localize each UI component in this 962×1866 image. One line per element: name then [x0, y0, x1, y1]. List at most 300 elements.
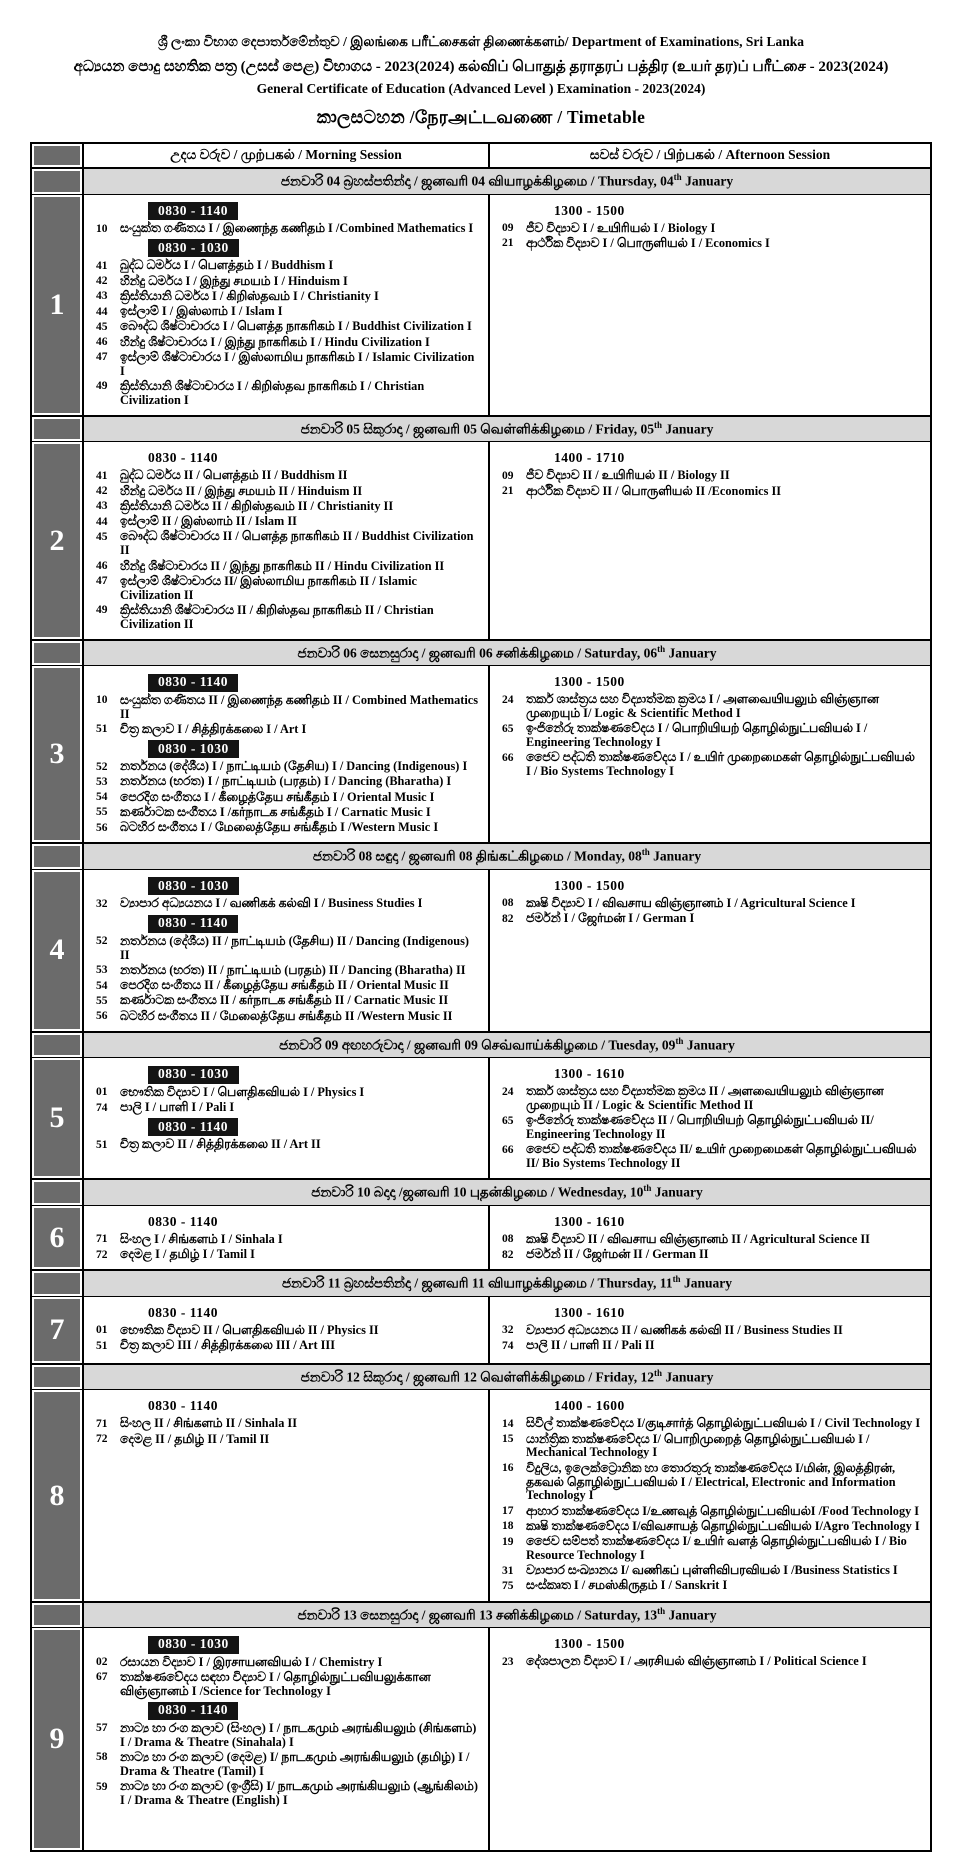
time-range: 1400 - 1710: [554, 450, 625, 466]
subject-row: [92, 604, 482, 632]
subject-title: ජීව විද්‍යාව I / உயிரியல் I / Biology I: [526, 220, 716, 235]
time-range-line: [498, 673, 924, 691]
subject-code: 71: [96, 1233, 108, 1246]
subject-code: 58: [96, 1751, 108, 1764]
subject-code: 44: [96, 515, 108, 528]
day-date-text: ජනවාරි 10 බදාදා /ஜனவரி 10 புதன்கிழமை / Wednesday, 10: [311, 1184, 644, 1200]
subject-title: බෞද්ධ ශිෂ්ටාචාරය I / பௌத்த நாகரிகம் I / Buddhist Civilization I: [120, 319, 472, 334]
day-date-month: January: [680, 1275, 732, 1291]
subject-title: ඉස්ලාම් ශිෂ්ටාචාරය II/ இஸ்லாமிய நாகரிகம் II / Islamic Civilization II: [120, 573, 417, 602]
time-range-line: [92, 1635, 482, 1654]
subject-row: [92, 1671, 482, 1699]
subject-title: තර්ක ශාස්ත්‍රය සහ විද්‍යාත්මක ක්‍රමය I / அளவையியலும் விஞ்ஞான முறையும் I/ Logic & Scientific Method I: [526, 692, 879, 721]
department-line: ශ්‍රී ලංකා විභාග දෙපාර්තමේන්තුව / இலங்கை பரீட்சைகள் திணைக்களம்/ Department of Examinations, Sri Lanka: [158, 34, 804, 49]
morning-session-cell: [84, 1058, 490, 1178]
subject-code: 55: [96, 994, 108, 1007]
day-date-header: [84, 1180, 930, 1205]
subject-title: බුද්ධ ධර්මය II / பௌத்தம் II / Buddhism II: [120, 468, 348, 483]
subject-row: [498, 1417, 924, 1431]
subject-row: [92, 1248, 482, 1262]
subject-code: 02: [96, 1656, 108, 1669]
subject-title: ක්‍රිස්තියානි ධර්මය II / கிறிஸ்தவம் II / Christianity II: [120, 498, 394, 513]
subject-row: [92, 694, 482, 722]
subject-code: 75: [502, 1579, 514, 1592]
subject-code: 57: [96, 1722, 108, 1735]
subject-code: 51: [96, 1339, 108, 1352]
day-date-band: [32, 639, 930, 667]
time-range: 1400 - 1600: [554, 1398, 625, 1414]
time-range-line: [498, 202, 924, 220]
subject-title: සිංහල II / சிங்களம் II / Sinhala II: [120, 1416, 297, 1431]
subject-code: 46: [96, 560, 108, 573]
subject-row: [92, 290, 482, 304]
subject-row: [92, 1086, 482, 1100]
subject-row: [92, 791, 482, 805]
subject-row: [498, 1655, 924, 1669]
subject-code: 10: [96, 694, 108, 707]
subject-code: 71: [96, 1417, 108, 1430]
day-date-ordinal: th: [657, 643, 666, 654]
subject-title: ජෛව සම්පත් තාක්ෂණවේදය I/ உயிர் வளத் தொழில்நுட்பவியல் I / Bio Resource Technology I: [526, 1534, 907, 1562]
time-range-line: [92, 673, 482, 692]
time-range: 1300 - 1500: [554, 674, 625, 690]
day-date-ordinal: th: [641, 847, 650, 858]
subject-row: [92, 275, 482, 289]
subject-code: 14: [502, 1417, 514, 1430]
time-range-line: [92, 740, 482, 759]
day-date-ordinal: th: [657, 1605, 666, 1616]
day-band-left-fill: [34, 1273, 80, 1294]
subject-code: 45: [96, 320, 108, 333]
day-band-left-cell: [32, 1033, 84, 1058]
subject-title: නර්තනය (දේශීය) I / நாட்டியம் (தேசிய) I / Dancing (Indigenous) I: [120, 759, 468, 774]
subject-code: 66: [502, 751, 514, 764]
subject-row: [92, 1138, 482, 1152]
subject-title: නාට්‍ය හා රංග කලාව (දෙමළ) I/ நாடகமும் அரங்கியலும் (தமிழ்) I / Drama & Theatre (Tamil) I: [120, 1749, 470, 1778]
subject-row: [92, 821, 482, 835]
subject-title: දෙමළ II / தமிழ் II / Tamil II: [120, 1431, 270, 1446]
subject-code: 23: [502, 1655, 514, 1668]
day-date-text: ජනවාරි 06 සෙනසුරාදා / ஜனவரி 06 சனிக்கிழமை / Saturday, 06: [297, 645, 658, 661]
day-band-left-cell: [32, 641, 84, 666]
subject-title: ඉංජිනේරු තාක්ෂණවේදය II / பொறியியற் தொழில்நுட்பவியல் II/ Engineering Technology II: [526, 1113, 874, 1142]
subject-row: [92, 1780, 482, 1808]
subject-row: [498, 469, 924, 483]
day-band-left-cell: [32, 1603, 84, 1628]
day-row: [32, 666, 930, 842]
subject-row: [498, 1339, 924, 1353]
subject-code: 65: [502, 1114, 514, 1127]
subject-row: [92, 897, 482, 911]
day-number-cell: [32, 195, 84, 415]
time-range-line: [498, 1213, 924, 1231]
subject-row: [498, 693, 924, 721]
day-number-cell: [32, 1058, 84, 1178]
subject-row: [498, 1462, 924, 1503]
subject-title: කෘෂි තාක්ෂණවේදය I/விவசாயத் தொழில்நுட்பவியல் I/Agro Technology I: [526, 1518, 920, 1533]
time-range: 0830 - 1030: [148, 1066, 239, 1084]
day-number-cell: [32, 1390, 84, 1600]
subject-title: ජර්මන් I / ஜேர்மன் I / German I: [526, 911, 695, 926]
subject-title: චිත්‍ර කලාව I / சித்திரக்கலை I / Art I: [120, 721, 307, 736]
day-band-left-cell: [32, 1365, 84, 1390]
subject-code: 09: [502, 469, 514, 482]
time-range-line: [92, 1304, 482, 1322]
day-date-band: [32, 1601, 930, 1629]
day-band-left-fill: [34, 1367, 80, 1388]
afternoon-session-cell: [490, 1297, 930, 1363]
subject-code: 46: [96, 336, 108, 349]
subject-code: 66: [502, 1143, 514, 1156]
subject-title: ඉස්ලාම් II / இஸ்லாம் II / Islam II: [120, 514, 297, 529]
subject-title: පාලි I / பாளி I / Pali I: [120, 1100, 235, 1115]
subject-code: 44: [96, 305, 108, 318]
subject-row: [92, 1233, 482, 1247]
day-row: [32, 442, 930, 638]
day-date-band: [32, 1178, 930, 1206]
examination-line-english: General Certificate of Education (Advanced Level ) Examination - 2023(2024): [256, 81, 706, 96]
day-date-month: January: [665, 1607, 717, 1623]
subject-code: 01: [96, 1324, 108, 1337]
day-number-cell: [32, 1206, 84, 1270]
subject-title: බටහිර සංගීතය I / மேலைத்தேய சங்கீதம் I /Western Music I: [120, 820, 439, 835]
subject-code: 47: [96, 351, 108, 364]
day-date-text: ජනවාරි 13 සෙනසුරාදා / ஜனவரி 13 சனிக்கிழமை / Saturday, 13: [297, 1607, 658, 1623]
subject-code: 72: [96, 1433, 108, 1446]
subject-code: 42: [96, 275, 108, 288]
subject-title: ජීව විද්‍යාව II / உயிரியல் II / Biology II: [526, 468, 730, 483]
afternoon-session-cell: [490, 1628, 930, 1850]
subject-code: 72: [96, 1248, 108, 1261]
day-date-header: [84, 169, 930, 194]
subject-code: 24: [502, 1085, 514, 1098]
subject-row: [92, 760, 482, 774]
subject-title: නාට්‍ය හා රංග කලාව (සිංහල) I / நாடகமும் அரங்கியலும் (சிங்களம்) I / Drama & Theatre (Sinahala) I: [120, 1720, 477, 1749]
morning-session-cell: [84, 1628, 490, 1850]
subject-row: [92, 723, 482, 737]
subject-code: 45: [96, 530, 108, 543]
subject-row: [92, 806, 482, 820]
morning-session-cell: [84, 666, 490, 842]
day-band-left-cell: [32, 1180, 84, 1205]
subject-title: බෞද්ධ ශිෂ්ටාචාරය II / பௌத்த நாகரிகம் II / Buddhist Civilization II: [120, 529, 474, 558]
subject-code: 08: [502, 897, 514, 910]
subject-code: 41: [96, 259, 108, 272]
subject-title: විදුලිය, ඉලෙක්ට්‍රොනික හා තොරතුරු තාක්ෂණවේදය I/மின், இலத்திரன், தகவல் தொழில்நுட்பவியல் I / Electrical, Electronic and Information Technology I: [526, 1460, 896, 1503]
day-band-left-cell: [32, 1271, 84, 1296]
subject-code: 41: [96, 469, 108, 482]
subject-row: [498, 1143, 924, 1171]
subject-title: පාලි II / பாளி II / Pali II: [526, 1338, 655, 1353]
subject-title: භෞතික විද්‍යාව II / பௌதிகவியல் II / Physics II: [120, 1322, 379, 1337]
afternoon-session-cell: [490, 1206, 930, 1270]
day-rows-container: [32, 169, 930, 1850]
subject-row: [498, 1433, 924, 1461]
afternoon-session-cell: [490, 666, 930, 842]
subject-code: 54: [96, 791, 108, 804]
subject-title: හින්දු ශිෂ්ටාචාරය II / இந்து நாகரிகம் II / Hindu Civilization II: [120, 558, 445, 573]
subject-row: [92, 320, 482, 334]
subject-row: [92, 560, 482, 574]
day-number-cell: [32, 1628, 84, 1850]
subject-code: 56: [96, 821, 108, 834]
day-number: 6: [34, 1208, 80, 1268]
subject-code: 31: [502, 1564, 514, 1577]
day-date-band: [32, 842, 930, 870]
subject-code: 74: [96, 1101, 108, 1114]
afternoon-session-cell: [490, 1058, 930, 1178]
day-date-month: January: [665, 645, 717, 661]
day-date-header: [84, 1603, 930, 1628]
subject-code: 53: [96, 775, 108, 788]
day-date-month: January: [649, 848, 702, 864]
subject-title: ජෛව පද්ධති තාක්ෂණවේදය I / உயிர் முறைமைகள் தொழில்நுட்பவியல் I / Bio Systems Technology I: [526, 750, 915, 779]
afternoon-session-cell: [490, 1390, 930, 1600]
time-range-line: [92, 239, 482, 258]
subject-title: නර්තනය (භරත) II / நாட்டியம் (பரதம்) II / Dancing (Bharatha) II: [120, 962, 466, 977]
subject-code: 67: [96, 1671, 108, 1684]
afternoon-session-header: සවස් වරුව / பிற்பகல் / Afternoon Session: [589, 147, 831, 162]
subject-code: 18: [502, 1520, 514, 1533]
time-range: 0830 - 1140: [148, 450, 219, 466]
day-number: 2: [34, 444, 80, 636]
subject-row: [92, 1751, 482, 1779]
subject-title: යාන්ත්‍රික තාක්ෂණවේදය I/ பொறிமுறைத் தொழில்நுட்பவியல் I / Mechanical Technology I: [526, 1431, 870, 1460]
subject-title: නර්තනය (දේශීය) II / நாட்டியம் (தேசிய) II / Dancing (Indigenous) II: [120, 933, 469, 962]
subject-row: [498, 897, 924, 911]
time-range: 1300 - 1500: [554, 202, 625, 218]
day-date-header: [84, 1365, 930, 1390]
day-row: [32, 1206, 930, 1270]
subject-row: [92, 1656, 482, 1670]
subject-title: පෙරදිග සංගීතය II / கீழைத்தேய சங்கீதம் II / Oriental Music II: [120, 978, 449, 993]
morning-session-header: උදය වරුව / முற்பகல் / Morning Session: [84, 144, 490, 167]
time-range-line: [498, 1397, 924, 1415]
time-range-line: [92, 1118, 482, 1137]
day-date-header: [84, 1271, 930, 1296]
time-range-line: [92, 1065, 482, 1084]
day-date-band: [32, 1269, 930, 1297]
subject-code: 01: [96, 1086, 108, 1099]
time-range: 0830 - 1140: [148, 1702, 238, 1720]
subject-title: ආහාර තාක්ෂණවේදය I/உணவுத் தொழில்நுட்பவியல்I /Food Technology I: [526, 1503, 920, 1518]
subject-title: ආර්ථික විද්‍යාව II / பொருளியல் II /Economics II: [526, 483, 782, 498]
time-range: 0830 - 1030: [148, 740, 239, 758]
subject-title: ක්‍රිස්තියානි ශිෂ්ටාචාරය II / கிறிஸ்தவ நாகரிகம் II / Christian Civilization II: [120, 602, 434, 631]
day-date-month: January: [651, 1184, 703, 1200]
subject-title: සංයුක්ත ගණිතය II / இணைந்த கணிதம் II / Combined Mathematics II: [120, 692, 479, 721]
time-range: 0830 - 1140: [148, 202, 238, 220]
subject-code: 43: [96, 290, 108, 303]
subject-row: [498, 722, 924, 750]
time-range-line: [498, 877, 924, 895]
document-header: [30, 34, 932, 130]
subject-row: [92, 1722, 482, 1750]
subject-title: කෘෂි විද්‍යාව II / விவசாய விஞ்ஞானம் II / Agricultural Science II: [526, 1231, 870, 1246]
subject-title: බුද්ධ ධර්මය I / பௌத்தம் I / Buddhism I: [120, 258, 334, 273]
day-date-text: ජනවාරි 12 සිකුරාදා / ஜனவரி 12 வெள்ளிக்கிழமை / Friday, 12: [300, 1369, 654, 1385]
subject-title: කර්ණාටක සංගීතය II / கர்நாடக சங்கீதம் II / Carnatic Music II: [120, 993, 449, 1008]
day-date-text: ජනවාරි 08 සඳුදා / ஜனவரி 08 திங்கட்கிழமை / Monday, 08: [312, 848, 642, 864]
subject-title: ජෛව පද්ධති තාක්ෂණවේදය II/ உயிர் முறைமைகள் தொழில்நுட்பவியல் II/ Bio Systems Technology II: [526, 1142, 917, 1171]
morning-session-cell: [84, 195, 490, 415]
subject-title: ඉංජිනේරු තාක්ෂණවේදය I / பொறியியற் தொழில்நுட்பவியல் I / Engineering Technology I: [526, 721, 868, 750]
day-number-cell: [32, 870, 84, 1031]
subject-title: නර්තනය (භරත) I / நாட்டியம் (பரதம்) I / Dancing (Bharatha) I: [120, 774, 452, 789]
subject-row: [92, 1433, 482, 1447]
afternoon-session-cell: [490, 195, 930, 415]
day-number: 4: [34, 872, 80, 1029]
day-date-band: [32, 415, 930, 443]
subject-code: 32: [502, 1324, 514, 1337]
subject-row: [92, 935, 482, 963]
afternoon-session-cell: [490, 870, 930, 1031]
subject-code: 52: [96, 760, 108, 773]
subject-code: 65: [502, 722, 514, 735]
subject-row: [498, 1248, 924, 1262]
subject-row: [92, 380, 482, 408]
time-range-line: [498, 1635, 924, 1653]
day-date-ordinal: th: [653, 1367, 662, 1378]
subject-title: භෞතික විද්‍යාව I / பௌதிகவியல் I / Physics I: [120, 1084, 365, 1099]
subject-code: 49: [96, 604, 108, 617]
subject-title: හින්දු ධර්මය II / இந்து சமயம் II / Hinduism II: [120, 483, 363, 498]
subject-row: [92, 500, 482, 514]
day-band-left-cell: [32, 417, 84, 442]
subject-code: 82: [502, 912, 514, 925]
day-date-band: [32, 169, 930, 195]
subject-title: ජර්මන් II / ஜேர்மன் II / German II: [526, 1247, 709, 1262]
subject-row: [92, 1101, 482, 1115]
subject-title: ව්‍යාපාර අධ්‍යයනය II / வணிகக் கல்வி II / Business Studies II: [526, 1322, 843, 1337]
subject-row: [498, 1114, 924, 1142]
day-date-ordinal: th: [675, 1035, 684, 1046]
time-range-line: [92, 1397, 482, 1415]
subject-row: [92, 305, 482, 319]
subject-title: ඉස්ලාම් ශිෂ්ටාචාරය I / இஸ்லாமிய நாகரிகம் I / Islamic Civilization I: [120, 349, 475, 378]
morning-session-cell: [84, 442, 490, 638]
time-range-line: [92, 449, 482, 467]
subject-row: [498, 1085, 924, 1113]
time-range: 0830 - 1140: [148, 1118, 238, 1136]
afternoon-session-cell: [490, 442, 930, 638]
subject-title: දේශපාලන විද්‍යාව I / அரசியல் விஞ்ஞானம் I / Political Science I: [526, 1654, 867, 1669]
subject-row: [92, 964, 482, 978]
subject-code: 59: [96, 1780, 108, 1793]
subject-code: 16: [502, 1462, 514, 1475]
time-range-line: [498, 449, 924, 467]
subject-title: සංස්කෘත I / சமஸ்கிருதம் I / Sanskrit I: [526, 1578, 728, 1593]
day-row: [32, 1390, 930, 1600]
subject-code: 49: [96, 380, 108, 393]
subject-row: [92, 575, 482, 603]
subject-row: [498, 237, 924, 251]
subject-title: ආර්ථික විද්‍යාව I / பொருளியல் I / Economics I: [526, 235, 770, 250]
day-row: [32, 870, 930, 1031]
morning-session-cell: [84, 1297, 490, 1363]
day-date-band: [32, 1031, 930, 1059]
subject-code: 54: [96, 979, 108, 992]
subject-row: [92, 515, 482, 529]
examination-line: අධ්‍යයන පොදු සහතික පත්‍ර (උසස් පෙළ) විභාගය - 2023(2024) கல்விப் பொதுத் தராதரப் பத்திர (உயர் தர)ப் பரீட்சை - 2023(2024): [73, 59, 889, 75]
day-number-cell: [32, 442, 84, 638]
day-date-header: [84, 844, 930, 869]
subject-code: 32: [96, 897, 108, 910]
day-band-left-fill: [34, 1605, 80, 1626]
time-range: 1300 - 1500: [554, 877, 625, 893]
day-band-left-fill: [34, 846, 80, 867]
corner-cell-fill: [34, 146, 80, 165]
subject-title: සංයුක්ත ගණිතය I / இணைந்த கணிதம் I /Combined Mathematics I: [120, 221, 474, 235]
subject-code: 43: [96, 500, 108, 513]
subject-row: [498, 912, 924, 926]
day-date-band: [32, 1363, 930, 1391]
subject-code: 53: [96, 964, 108, 977]
subject-row: [92, 485, 482, 499]
subject-row: [92, 351, 482, 379]
day-number-cell: [32, 1297, 84, 1363]
day-date-month: January: [683, 1037, 735, 1053]
subject-code: 74: [502, 1339, 514, 1352]
time-range: 0830 - 1140: [148, 1213, 219, 1229]
subject-row: [498, 1520, 924, 1534]
subject-code: 52: [96, 935, 108, 948]
subject-title: තාක්ෂණවේදය සඳහා විද්‍යාව I / தொழில்நுட்பவியலுக்கான விஞ்ஞானம் I /Science for Technology I: [120, 1669, 431, 1698]
day-date-month: January: [662, 421, 714, 437]
subject-code: 55: [96, 806, 108, 819]
day-row: [32, 1058, 930, 1178]
subject-code: 51: [96, 723, 108, 736]
day-band-left-fill: [34, 1182, 80, 1203]
subject-row: [498, 1564, 924, 1578]
subject-row: [92, 1339, 482, 1353]
day-number: 8: [34, 1392, 80, 1598]
subject-code: 10: [96, 222, 108, 235]
time-range: 0830 - 1140: [148, 674, 238, 692]
subject-row: [92, 1417, 482, 1431]
morning-session-cell: [84, 870, 490, 1031]
time-range: 0830 - 1030: [148, 1636, 239, 1654]
day-date-header: [84, 1033, 930, 1058]
time-range: 0830 - 1140: [148, 915, 238, 933]
time-range: 1300 - 1500: [554, 1636, 625, 1652]
subject-row: [92, 222, 482, 236]
timetable-table: [30, 142, 932, 1852]
day-number: 3: [34, 668, 80, 840]
subject-row: [92, 979, 482, 993]
day-band-left-fill: [34, 171, 80, 192]
day-row: [32, 195, 930, 415]
morning-session-cell: [84, 1390, 490, 1600]
subject-code: 08: [502, 1233, 514, 1246]
subject-code: 24: [502, 693, 514, 706]
day-number-cell: [32, 666, 84, 842]
morning-session-cell: [84, 1206, 490, 1270]
subject-title: දෙමළ I / தமிழ் I / Tamil I: [120, 1247, 255, 1262]
day-date-month: January: [681, 173, 734, 189]
subject-code: 47: [96, 575, 108, 588]
subject-title: ව්‍යාපාර සංඛ්‍යානය I/ வணிகப் புள்ளிவிபரவியல் I /Business Statistics I: [526, 1563, 898, 1578]
subject-row: [498, 1505, 924, 1519]
subject-code: 17: [502, 1505, 514, 1518]
day-band-left-fill: [34, 419, 80, 440]
time-range-line: [498, 1065, 924, 1083]
subject-title: බටහිර සංගීතය II / மேலைத்தேய சங்கீதம் II /Western Music II: [120, 1008, 453, 1023]
subject-title: කර්ණාටක සංගීතය I /கர்நாடக சங்கீதம் I / Carnatic Music I: [120, 804, 431, 819]
time-range-line: [498, 1304, 924, 1322]
subject-code: 82: [502, 1248, 514, 1261]
subject-title: පෙරදිග සංගීතය I / கீழைத்தேய சங்கீதம் I / Oriental Music I: [120, 789, 435, 804]
